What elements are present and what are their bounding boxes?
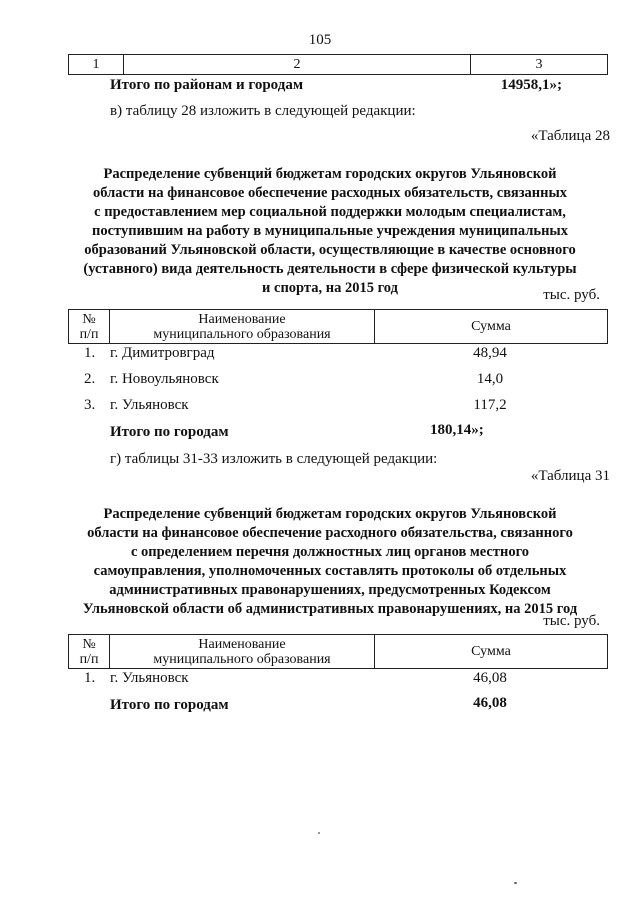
table31-title-line: Ульяновской области об административных правонарушениях, на 2015 год xyxy=(82,601,578,617)
table28-row-name: г. Ульяновск xyxy=(110,397,189,413)
table28-row-name: г. Новоульяновск xyxy=(110,371,219,387)
table31-row-num: 1. xyxy=(84,670,96,686)
table28-row-num: 1. xyxy=(84,345,96,361)
table31-ref: «Таблица 31 xyxy=(530,468,610,484)
col-1-header: 1 xyxy=(69,55,124,75)
scan-speck xyxy=(318,832,320,834)
table28-title-line: поступившим на работу в муниципальные учреждения муниципальных xyxy=(92,223,568,239)
table28-title-line: Распределение субвенций бюджетам городских округов Ульяновской xyxy=(103,166,557,182)
name-header-line1: Наименование xyxy=(198,311,286,327)
table28-row-sum: 14,0 xyxy=(476,371,504,387)
table31-title-line: области на финансовое обеспечение расходного обязательства, связанного xyxy=(87,525,573,541)
num-header-line2: п/п xyxy=(79,326,99,342)
table28-unit: тыс. руб. xyxy=(543,287,600,303)
table28-title-line: образований Ульяновской области, осуществляющие в качестве основного xyxy=(84,242,576,258)
table31-unit: тыс. руб. xyxy=(543,613,600,629)
table28-header xyxy=(68,309,608,344)
instruction-v: в) таблицу 28 изложить в следующей редакции: xyxy=(110,103,416,119)
sum-header: Сумма xyxy=(375,635,608,669)
scan-speck xyxy=(514,882,517,884)
num-header xyxy=(69,635,110,669)
table28-title-line: с предоставлением мер социальной поддержки молодым специалистам, xyxy=(94,204,566,220)
num-header-line1: № xyxy=(82,311,96,327)
table28-total-value: 180,14»; xyxy=(430,422,484,438)
instruction-g: г) таблицы 31-33 изложить в следующей редакции: xyxy=(110,451,438,467)
table31-total-label: Итого по городам xyxy=(110,697,229,713)
table28-row-sum: 117,2 xyxy=(473,397,507,413)
table28-row-num: 3. xyxy=(84,397,96,413)
table28-row-name: г. Димитровград xyxy=(110,345,215,361)
col-2-header: 2 xyxy=(124,55,471,75)
name-header xyxy=(110,635,375,669)
top-table-header xyxy=(68,54,608,75)
table28-title-line: и спорта, на 2015 год xyxy=(262,280,398,296)
sum-header: Сумма xyxy=(375,310,608,344)
table31-title xyxy=(60,505,600,619)
table31-title-line: Распределение субвенций бюджетам городских округов Ульяновской xyxy=(103,506,557,522)
table31-row-name: г. Ульяновск xyxy=(110,670,189,686)
name-header-line2: муниципального образования xyxy=(153,326,331,342)
table28-row-num: 2. xyxy=(84,371,96,387)
num-header-line1: № xyxy=(82,636,96,652)
table31-title-line: с определением перечня должностных лиц органов местного xyxy=(130,544,530,560)
table28-ref: «Таблица 28 xyxy=(530,128,610,144)
table31-title-line: самоуправления, уполномоченных составлять протоколы об отдельных xyxy=(93,563,567,579)
table31-row-sum: 46,08 xyxy=(473,670,507,686)
name-header-line1: Наименование xyxy=(198,636,286,652)
name-header-line2: муниципального образования xyxy=(153,651,331,667)
col-3-header: 3 xyxy=(471,55,608,75)
table28-total-label: Итого по городам xyxy=(110,424,229,440)
name-header xyxy=(110,310,375,344)
num-header xyxy=(69,310,110,344)
top-total-value: 14958,1»; xyxy=(500,77,562,93)
table28-title-line: (уставного) вида деятельность деятельности в сфере физической культуры xyxy=(83,261,577,277)
table31-total-value: 46,08 xyxy=(473,695,507,711)
table31-title-line: административных правонарушениях, предусмотренных Кодексом xyxy=(109,582,551,598)
num-header-line2: п/п xyxy=(79,651,99,667)
table28-title xyxy=(60,165,600,298)
page-number: 105 xyxy=(308,32,332,48)
top-total-label: Итого по районам и городам xyxy=(110,77,304,93)
table31-header xyxy=(68,634,608,669)
table28-row-sum: 48,94 xyxy=(473,345,507,361)
table28-title-line: области на финансовое обеспечение расходных обязательств, связанных xyxy=(92,185,568,201)
